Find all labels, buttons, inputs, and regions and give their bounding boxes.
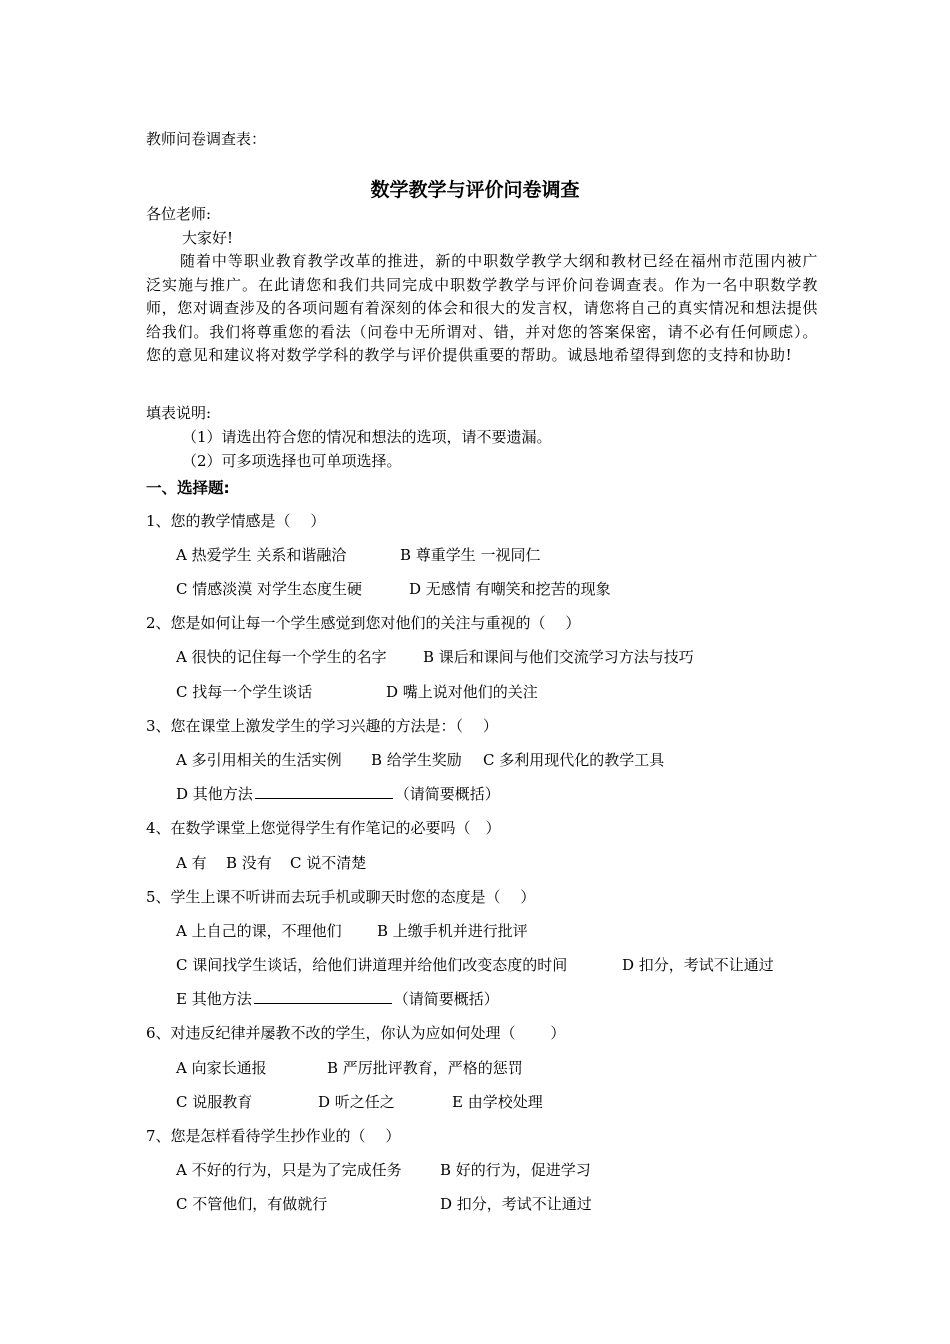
q5-option-e-label: E 其他方法 <box>176 990 252 1008</box>
instructions-label: 填表说明: <box>146 404 212 422</box>
q3-option-d-note: （请简要概括） <box>394 785 500 803</box>
answer-blank[interactable] <box>254 988 392 1004</box>
q6-option-b[interactable]: B 严厉批评教育，严格的惩罚 <box>327 1059 523 1077</box>
q4-option-c[interactable]: C 说不清楚 <box>290 854 367 872</box>
intro-paragraph: 随着中等职业教育教学改革的推进，新的中职数学教学大纲和教材已经在福州市范围内被广泛实施与推广。在此请您和我们共同完成中职数学教学与评价问卷调查表。作为一名中职数学教师，您对调查涉及的各项问题有着深刻的体会和很大的发言权，请您将自己的真实情况和想法提供给我们。我们将尊重您的看法（问卷中无所谓对、错，并对您的答案保密，请不必有任何顾虑）。您的意见和建议将对数学学科的教学与评价提供重要的帮助。诚恳地希望得到您的支持和协助! <box>146 252 818 364</box>
instruction-item: （2）可多项选择也可单项选择。 <box>182 452 402 470</box>
question-5: 5、学生上课不听讲而去玩手机或聊天时您的态度是（ ） <box>146 888 536 906</box>
q2-option-b[interactable]: B 课后和课间与他们交流学习方法与技巧 <box>423 648 694 666</box>
q2-option-a[interactable]: A 很快的记住每一个学生的名字 <box>176 648 387 666</box>
q2-option-d[interactable]: D 嘴上说对他们的关注 <box>386 683 538 701</box>
q2-option-c[interactable]: C 找每一个学生谈话 <box>176 683 313 701</box>
q5-option-a[interactable]: A 上自己的课，不理他们 <box>176 922 342 940</box>
q5-option-c[interactable]: C 课间找学生谈话，给他们讲道理并给他们改变态度的时间 <box>176 956 568 974</box>
q3-option-a[interactable]: A 多引用相关的生活实例 <box>176 751 342 769</box>
header-label: 教师问卷调查表： <box>146 130 267 148</box>
q1-option-a[interactable]: A 热爱学生 关系和谐融洽 <box>176 546 347 564</box>
q6-option-d[interactable]: D 听之任之 <box>318 1093 395 1111</box>
q3-option-d[interactable] <box>176 783 500 804</box>
q6-option-e[interactable]: E 由学校处理 <box>452 1093 543 1111</box>
question-4: 4、在数学课堂上您觉得学生有作笔记的必要吗（ ） <box>146 819 501 837</box>
question-2: 2、您是如何让每一个学生感觉到您对他们的关注与重视的（ ） <box>146 614 581 632</box>
q3-option-b[interactable]: B 给学生奖励 <box>371 751 462 769</box>
q3-option-c[interactable]: C 多利用现代化的教学工具 <box>483 751 665 769</box>
q7-option-d[interactable]: D 扣分，考试不让通过 <box>440 1195 592 1213</box>
section-title: 一、选择题: <box>146 479 230 497</box>
hello: 大家好! <box>182 229 234 247</box>
question-1: 1、您的教学情感是（ ） <box>146 512 326 530</box>
question-3: 3、您在课堂上激发学生的学习兴趣的方法是：（ ） <box>146 717 498 735</box>
q5-option-d[interactable]: D 扣分，考试不让通过 <box>622 956 774 974</box>
q1-option-d[interactable]: D 无感情 有嘲笑和挖苦的现象 <box>409 580 611 598</box>
q1-option-c[interactable]: C 情感淡漠 对学生态度生硬 <box>176 580 363 598</box>
q6-option-c[interactable]: C 说服教育 <box>176 1093 253 1111</box>
q4-option-a[interactable]: A 有 <box>176 854 207 872</box>
q5-option-e-note: （请简要概括） <box>393 990 499 1008</box>
greeting: 各位老师: <box>146 205 212 223</box>
q5-option-e[interactable] <box>176 988 499 1009</box>
q7-option-a[interactable]: A 不好的行为，只是为了完成任务 <box>176 1161 402 1179</box>
instruction-item: （1）请选出符合您的情况和想法的选项，请不要遗漏。 <box>182 428 552 446</box>
q3-option-d-label: D 其他方法 <box>176 785 253 803</box>
q7-option-c[interactable]: C 不管他们，有做就行 <box>176 1195 328 1213</box>
answer-blank[interactable] <box>255 783 393 799</box>
q6-option-a[interactable]: A 向家长通报 <box>176 1059 267 1077</box>
q7-option-b[interactable]: B 好的行为，促进学习 <box>440 1161 591 1179</box>
question-6: 6、对违反纪律并屡教不改的学生，你认为应如何处理（ ） <box>146 1024 566 1042</box>
question-7: 7、您是怎样看待学生抄作业的（ ） <box>146 1127 401 1145</box>
page-title: 数学教学与评价问卷调查 <box>370 179 580 201</box>
q4-option-b[interactable]: B 没有 <box>226 854 272 872</box>
q5-option-b[interactable]: B 上缴手机并进行批评 <box>377 922 528 940</box>
q1-option-b[interactable]: B 尊重学生 一视同仁 <box>400 546 541 564</box>
